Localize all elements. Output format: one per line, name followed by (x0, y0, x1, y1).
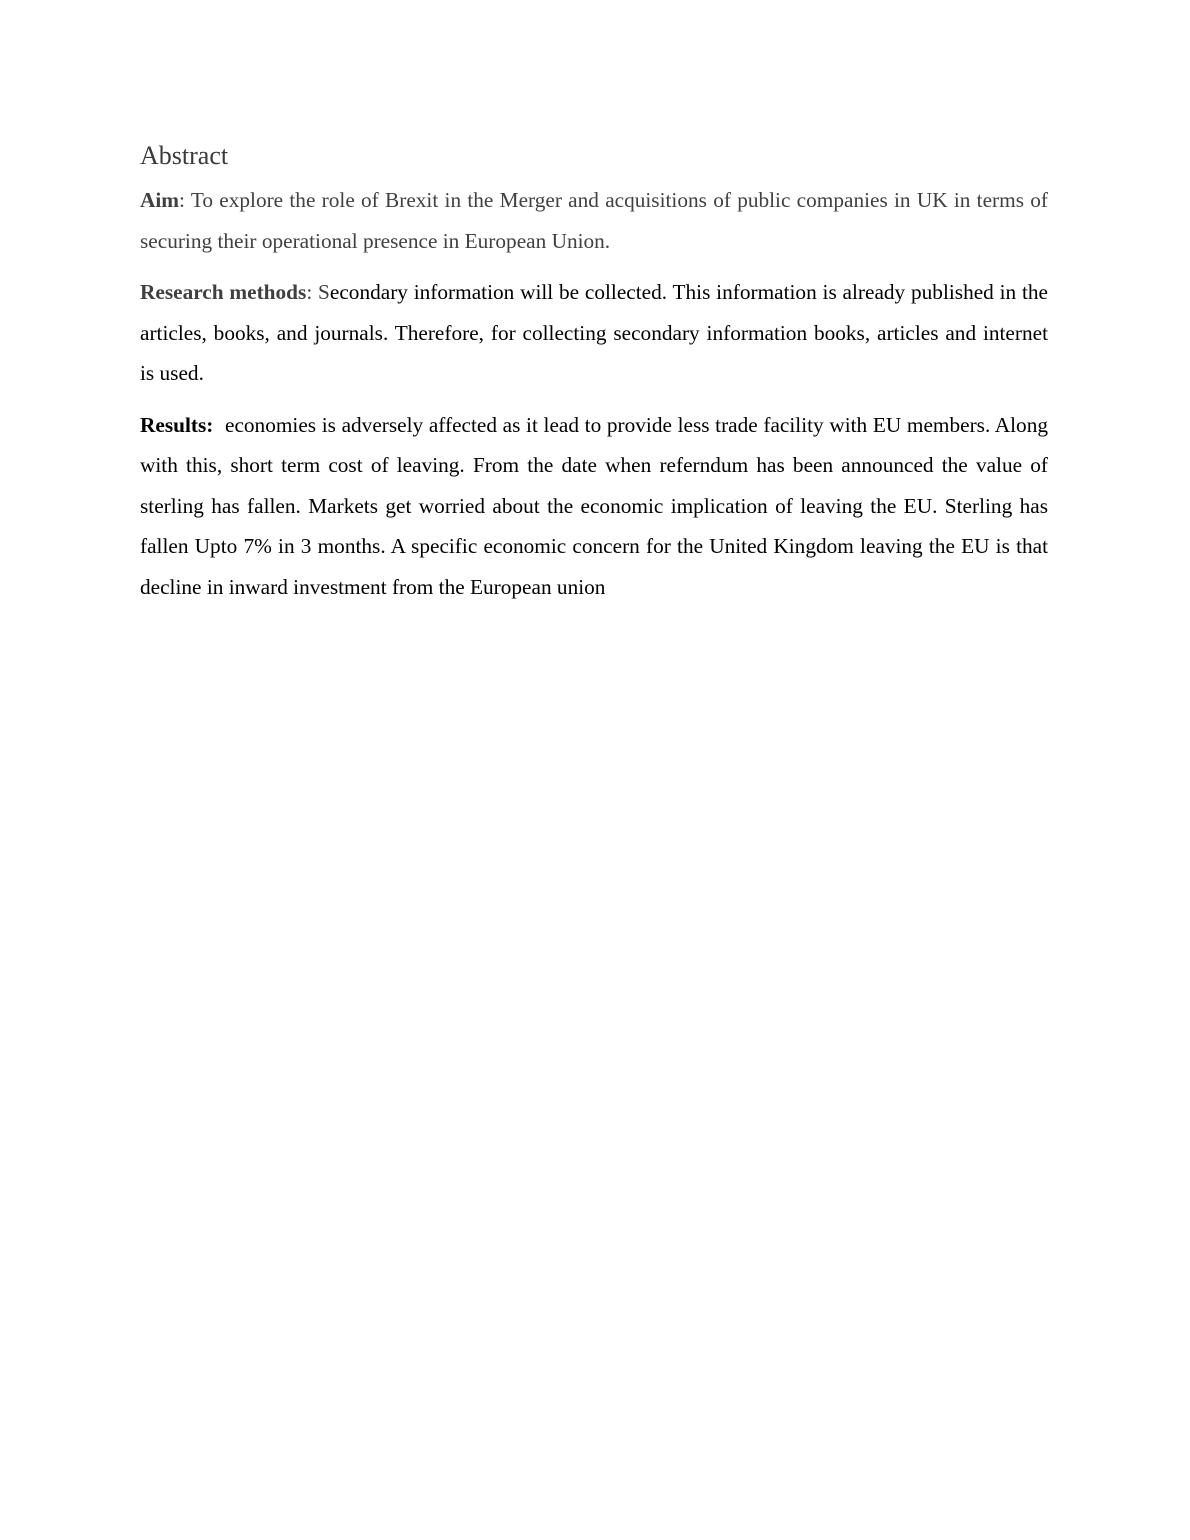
aim-label: Aim (140, 188, 180, 212)
research-methods-text: econdary information will be collected. This information is already published in the articles, books, and journals. Therefore, for collecting secondary information books, articles and internet is used. (140, 280, 1049, 385)
results-text: economies is adversely affected as it lead to provide less trade facility with EU members. Along with this, short term cost of leaving. From the date when referndum has been announced the value of sterling has fallen. Markets get worried about the economic implication of leaving the EU. Sterling has fallen Upto 7% in 3 months. A specific economic concern for the United Kingdom leaving the EU is that decline in inward investment from the European union (140, 412, 1048, 599)
aim-paragraph (140, 180, 1048, 261)
aim-separator: : (179, 188, 185, 212)
abstract-heading: Abstract (140, 141, 229, 170)
results-label: Results: (140, 412, 214, 437)
research-methods-label: Research methods (140, 280, 307, 304)
results-paragraph (140, 405, 1048, 608)
research-methods-separator: : (306, 280, 313, 304)
research-methods-lead: S (312, 280, 330, 304)
aim-text: To explore the role of Brexit in the Merger and acquisitions of public companies in UK in terms of securing their operational presence in European Union. (140, 188, 1048, 253)
research-methods-paragraph (140, 272, 1048, 394)
document-body (140, 138, 1048, 618)
